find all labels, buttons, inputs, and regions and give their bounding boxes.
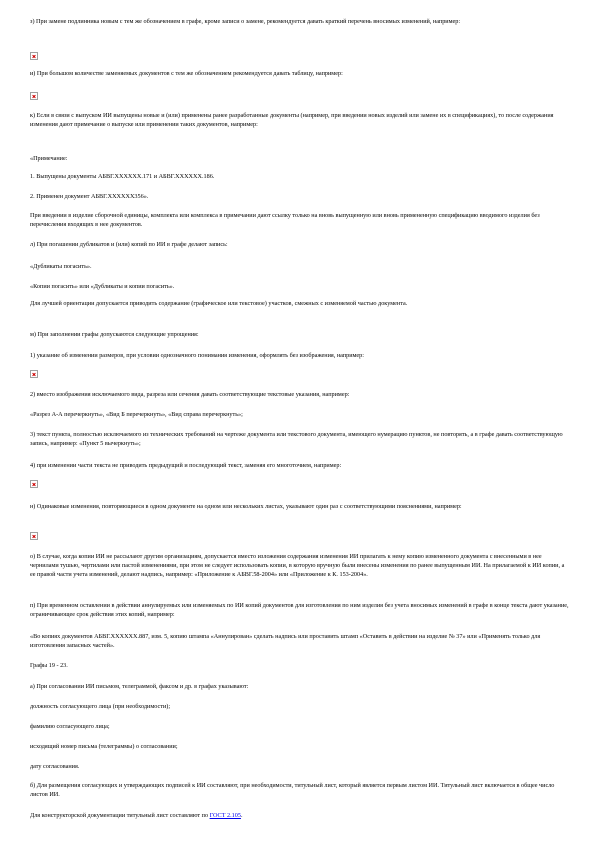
title-sheet-text: Для конструкторской документации титульный лист составляют по (30, 812, 209, 819)
paragraph-o: о) В случае, когда копии ИИ не рассылают другим организациям, допускается вместо изложения содержания изменения ИИ прилагать к нему копию измененного документа с внесенными в нее чернилами тушью, чертилами или пастой изменениями, при этом не следует использовать копии, в которую вручную были внесены изменения по ранее выпущенным ИИ. На прилагаемой к ИИ копии, а ее правой части учета изменений, делают надпись, например: «Приложение к АБВГ.58-2004» или «Приложение к К. 153-2004». (30, 553, 565, 579)
paragraph-b: б) Для размещения согласующих и утверждающих подписей к ИИ составляют, при необходимости, титульный лист, который является первым листом ИИ. Титульный лист включается в общее число листов ИИ. (30, 782, 555, 799)
paragraph-orientation: Для лучшей ориентации допускается приводить содержание (графическое или текстовое) участков, смежных с изменяемой частью документа. (30, 300, 408, 307)
broken-image-icon (30, 52, 38, 60)
note-item-2: 2. Применен документ АБВГ.ХХХХХХ356». (30, 193, 149, 200)
paragraph-m: м) При заполнении графы допускаются следующие упрощения: (30, 331, 199, 338)
paragraph-l: л) При погашении дубликатов и (или) копий по ИИ в графе делают запись: (30, 241, 228, 248)
paragraph-title-sheet (30, 811, 570, 820)
paragraph-m2: 2) вместо изображения исключаемого вида, разреза или сечения давать соответствующие текстовые указания, например: (30, 391, 350, 398)
note-title: «Примечание: (30, 155, 68, 162)
paragraph-n: н) Одинаковые изменения, повторяющиеся в одном документе на одном или нескольких листах, указывают один раз с соответствующими пояснениями, например: (30, 503, 462, 510)
broken-image-icon (30, 92, 38, 100)
title-sheet-end: . (240, 812, 243, 819)
paragraph-copies-example: «Во копиях документов АБВГ.ХХХХХХ.887, изм. 5, копию штампа «Аннулирован» сделать надпись или проставить штамп «Оставить в действии на изделие № 37» или «Применять только для изготовления запасных частей». (30, 633, 541, 650)
broken-image-icon (30, 370, 38, 378)
paragraph-m1: 1) указание об изменении размеров, при условии однозначного понимания изменения, оформлять без изображения, например: (30, 352, 364, 359)
list-item-date: дату согласования. (30, 763, 80, 770)
list-item-surname: фамилию согласующего лица; (30, 723, 110, 730)
gost-2-105-link[interactable]: ГОСТ 2.105 (209, 812, 241, 819)
paragraph-assembly: При введении в изделие сборочной единицы, комплекта или комплекса в примечании дают ссылку только на вновь выпущенную или вновь примененную спецификацию вводимого изделия без перечисления входящих в нее документов. (30, 212, 540, 229)
broken-image-icon (30, 532, 38, 540)
list-item-position: должность согласующего лица (при необходимости); (30, 703, 171, 710)
paragraph-duplicates: «Дубликаты погасить». (30, 263, 92, 270)
paragraph-p: п) При временном оставлении в действии аннулируемых или изменяемых по ИИ копий документов для изготовления по ним изделия без учета вносимых изменений в графе в конце текста дают указание, ограничивающее срок действия этих копий, например: (30, 602, 569, 619)
note-item-1: 1. Выпущены документы АБВГ.ХХХХХХ.171 и АБВГ.ХХХХХХ.186. (30, 173, 215, 180)
paragraph-i: и) При большом количестве заменяемых документов с тем же обозначением рекомендуется давать таблицу, например: (30, 70, 343, 77)
broken-image-icon (30, 480, 38, 488)
list-item-letter-number: исходящий номер письма (телеграммы) о согласовании; (30, 743, 178, 750)
paragraph-z: з) При замене подлинника новым с тем же обозначением в графе, кроме записи о замене, рекомендуется давать краткий перечень вносимых изменений, например: (30, 18, 461, 25)
paragraph-a: а) При согласовании ИИ письмом, телеграммой, факсом и др. в графах указывают: (30, 683, 249, 690)
paragraph-copies: «Копии погасить» или «Дубликаты и копии погасить». (30, 283, 175, 290)
section-heading-19-23: Графы 19 - 23. (30, 662, 68, 669)
paragraph-k: к) Если в связи с выпуском ИИ выпущены новые и (или) применены ранее разработанные документы (например, при введении новых изделий или замене их в спецификациях), то после содержания изменения дают примечание о выпуске или применении таких документов, например: (30, 112, 554, 129)
paragraph-sections: «Разрез А-А перечеркнуть», «Вид Б перечеркнуть», «Вид справа перечеркнуть»; (30, 411, 243, 418)
paragraph-m4: 4) при изменении части текста не приводить предыдущий и последующий текст, заменяя его многоточием, например: (30, 462, 342, 469)
paragraph-m3: 3) текст пункта, полностью исключаемого из технических требований на чертеже документа или текстового документа, имеющего нумерацию пунктов, не повторять, а в графе давать соответствующую запись, например: «Пункт 5 вычеркнуть»; (30, 431, 563, 448)
